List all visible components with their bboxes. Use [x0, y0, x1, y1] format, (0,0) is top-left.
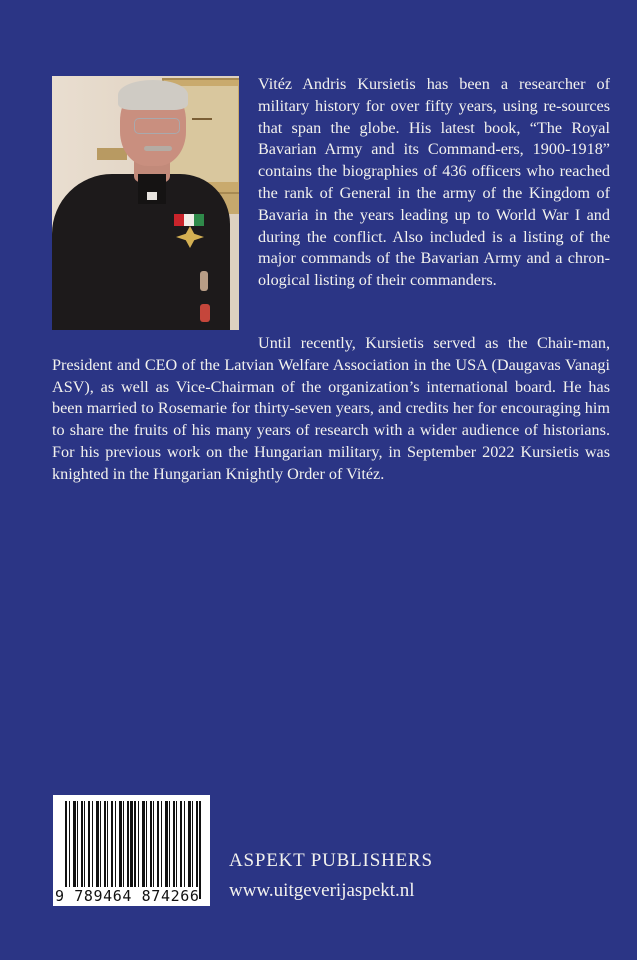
barcode-bars — [65, 801, 201, 887]
publisher-name: ASPEKT PUBLISHERS — [229, 850, 433, 871]
glasses — [134, 118, 180, 134]
picture-frame-edge — [97, 148, 127, 160]
bio-paragraph-1: Vitéz Andris Kursietis has been a researcher of military history for over fifty years, using re-sources that span the globe. His latest book, “The Royal Bavarian Army and its Command-ers, 1900-1918” contains the biographies of 436 officers who reached the rank of General in the army of the Kingdom of Bavaria in the years leading up to World War I and during the conflict. Also included is a listing of the major commands of the Bavarian Army and a chron-ological listing of their commanders. — [258, 75, 610, 290]
author-photo — [52, 76, 239, 330]
bio-paragraph-2: Until recently, Kursietis served as the Chair-man, President and CEO of the Latvian Welfare Association in the USA (Daugavas Vanagi ASV), as well as Vice-Chairman of the organization’s international board. He has been married to Rosemarie for thirty-seven years, and credits her for encouraging him to share the fruits of his many years of research with a wider audience of historians. For his previous work on the Hungarian military, in September 2022 Kursietis was knighted in the Hungarian Knightly Order of Vitéz. — [52, 334, 610, 483]
badge-icon — [200, 271, 208, 291]
isbn-number: 9 789464 874266 — [55, 887, 200, 905]
barcode-guard-bar — [199, 801, 201, 899]
isbn-barcode — [53, 795, 210, 906]
barcode-guard-bar — [131, 801, 133, 899]
publisher-website: www.uitgeverijaspekt.nl — [229, 880, 415, 901]
medal-ribbon — [174, 214, 204, 226]
badge-icon — [200, 304, 210, 322]
barcode-guard-bar — [65, 801, 67, 899]
